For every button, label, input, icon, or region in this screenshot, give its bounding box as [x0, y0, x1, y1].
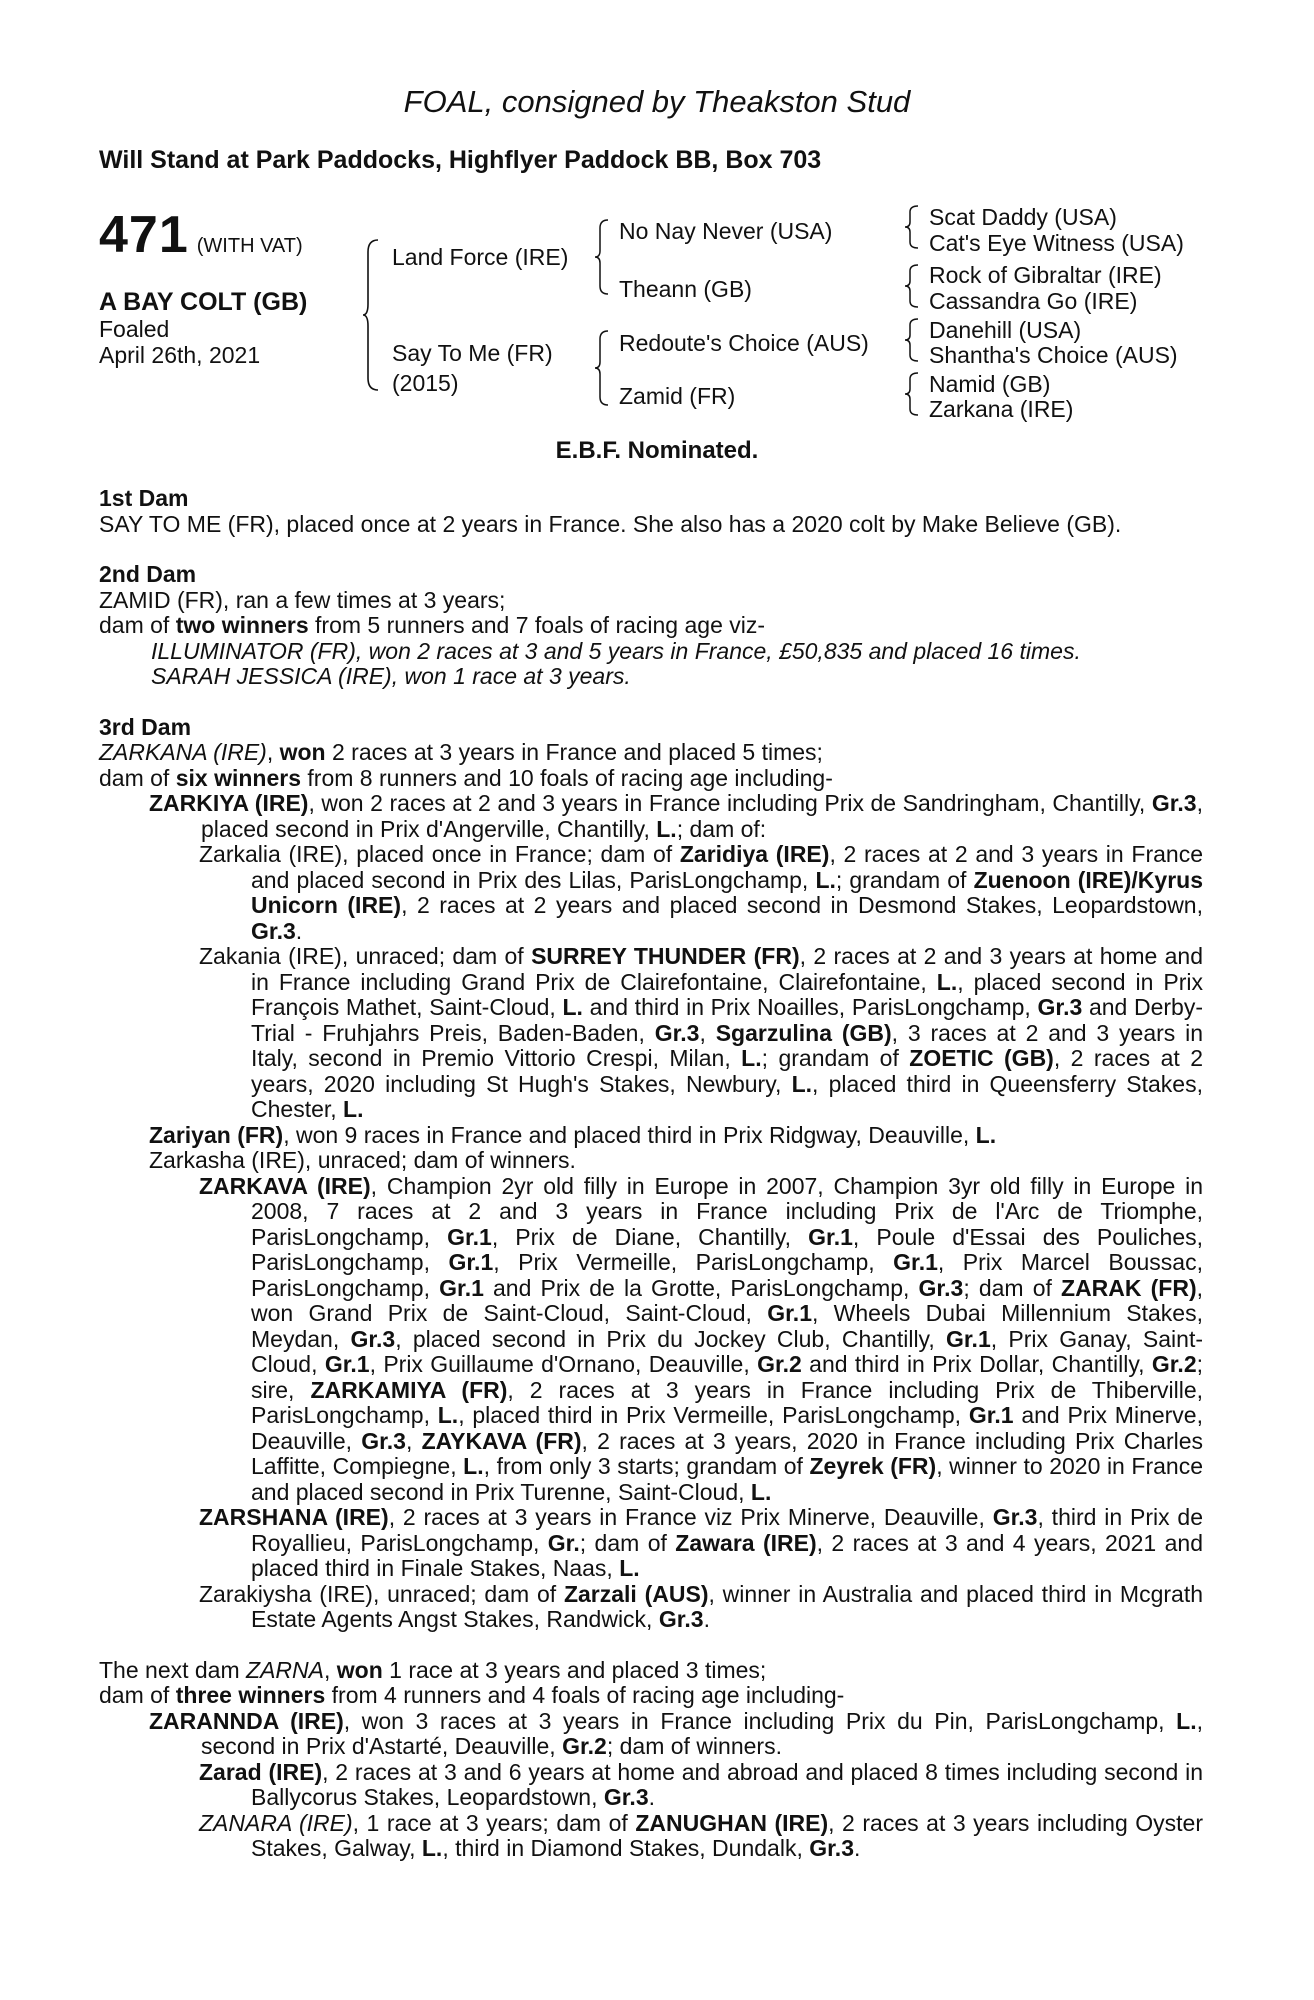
pedigree-brace-g3: [904, 317, 920, 363]
pedigree-gg-7: Namid (GB): [929, 371, 1051, 397]
pedigree-dam: Say To Me (FR): [392, 340, 553, 366]
consignor-line: FOAL, consigned by Theakston Stud: [403, 84, 911, 119]
next-dam-section: [99, 1658, 1203, 1862]
produce-zarakiysha: Zarakiysha (IRE), unraced; dam of Zarzali (AUS), winner in Australia and placed third in Mcgrath Estate Agents Angst Stakes, Randwick, Gr.3.: [199, 1580, 1203, 1632]
stand-location: Will Stand at Park Paddocks, Highflyer Paddock BB, Box 703: [99, 146, 822, 174]
second-dam-produce: dam of two winners from 5 runners and 7 foals of racing age viz-: [99, 612, 766, 638]
lot-heading: [99, 205, 303, 265]
pedigree-sire-dam: Theann (GB): [619, 276, 752, 302]
pedigree-gg-3: Rock of Gibraltar (IRE): [929, 262, 1162, 288]
pedigree-sire: Land Force (IRE): [392, 244, 569, 270]
produce-zarannda: ZARANNDA (IRE), won 3 races at 3 years in France including Prix du Pin, ParisLongchamp, L., second in Prix d'Astarté, Deauville, Gr.2; dam of winners.: [149, 1707, 1203, 1759]
second-dam-heading: 2nd Dam: [99, 561, 197, 587]
next-dam-produce: dam of three winners from 4 runners and 4 foals of racing age including-: [99, 1682, 845, 1708]
horse-description: A BAY COLT (GB): [99, 288, 308, 316]
produce-zanara: ZANARA (IRE), 1 race at 3 years; dam of ZANUGHAN (IRE), 2 races at 3 years including Oyster Stakes, Galway, L., third in Diamond Stakes, Dundalk, Gr.3.: [199, 1809, 1204, 1861]
pedigree-gg-5: Danehill (USA): [929, 317, 1082, 343]
pedigree-gg-8: Zarkana (IRE): [929, 396, 1074, 422]
first-dam-heading: 1st Dam: [99, 485, 189, 511]
foaled-label: Foaled: [99, 316, 170, 342]
pedigree-dam-dam: Zamid (FR): [619, 383, 736, 409]
pedigree-brace-sire: [594, 218, 610, 296]
pedigree-gg-1: Scat Daddy (USA): [929, 204, 1117, 230]
first-dam-section: [99, 486, 1203, 537]
second-dam-line: ZAMID (FR), ran a few times at 3 years;: [99, 586, 506, 613]
pedigree-brace-g4: [904, 371, 920, 417]
vat-note: (WITH VAT): [196, 235, 303, 257]
pedigree-dam-year: (2015): [392, 370, 459, 396]
pedigree-brace-main: [362, 238, 380, 392]
third-dam-heading: 3rd Dam: [99, 713, 192, 740]
foaled-date: April 26th, 2021: [99, 342, 261, 368]
pedigree-brace-dam: [594, 329, 610, 407]
produce-illuminator: ILLUMINATOR (FR), won 2 races at 3 and 5 years in France, £50,835 and placed 16 times.: [151, 637, 1081, 664]
pedigree-brace-g2: [904, 263, 920, 309]
first-dam-text: SAY TO ME (FR), placed once at 2 years in France. She also has a 2020 colt by Make Believe (GB).: [99, 510, 1122, 537]
produce-zariyan: Zariyan (FR), won 9 races in France and placed third in Prix Ridgway, Deauville, L.: [149, 1121, 997, 1148]
third-dam-produce: dam of six winners from 8 runners and 10 foals of racing age including-: [99, 764, 833, 791]
produce-sarah-jessica: SARAH JESSICA (IRE), won 1 race at 3 years.: [151, 663, 631, 689]
second-dam-section: [99, 562, 1203, 690]
produce-zarshana: ZARSHANA (IRE), 2 races at 3 years in France viz Prix Minerve, Deauville, Gr.3, third in Prix de Royallieu, ParisLongchamp, Gr.; dam of Zawara (IRE), 2 races at 3 and 4 years, 2021 and placed third in Finale Stakes, Naas, L.: [199, 1504, 1203, 1581]
produce-zarkava: ZARKAVA (IRE), Champion 2yr old filly in Europe in 2007, Champion 3yr old filly in Europe in 2008, 7 races at 2 and 3 years in France including Prix de l'Arc de Triomphe, ParisLongchamp, Gr.1, Prix de Diane, Chantilly, Gr.1, Poule d'Essai des Pouliches, ParisLongchamp, Gr.1, Prix Vermeille, ParisLongchamp, Gr.1, Prix Marcel Boussac, ParisLongchamp, Gr.1 and Prix de la Grotte, ParisLongchamp, Gr.3; dam of ZARAK (FR), won Grand Prix de Saint-Cloud, Saint-Cloud, Gr.1, Wheels Dubai Millennium Stakes, Meydan, Gr.3, placed second in Prix du Jockey Club, Chantilly, Gr.1, Prix Ganay, Saint-Cloud, Gr.1, Prix Guillaume d'Ornano, Deauville, Gr.2 and third in Prix Dollar, Chantilly, Gr.2; sire, ZARKAMIYA (FR), 2 races at 3 years in France including Prix de Thiberville, ParisLongchamp, L., placed third in Prix Vermeille, ParisLongchamp, Gr.1 and Prix Minerve, Deauville, Gr.3, ZAYKAVA (FR), 2 races at 3 years, 2020 in France including Prix Charles Laffitte, Compiegne, L., from only 3 starts; grandam of Zeyrek (FR), winner to 2020 in France and placed second in Prix Turenne, Saint-Cloud, L.: [199, 1172, 1204, 1505]
pedigree-gg-4: Cassandra Go (IRE): [929, 288, 1138, 314]
next-dam-line: The next dam ZARNA, won 1 race at 3 years and placed 3 times;: [99, 1656, 767, 1683]
pedigree-sire-sire: No Nay Never (USA): [619, 218, 833, 244]
produce-zarad: Zarad (IRE), 2 races at 3 and 6 years at home and abroad and placed 8 times including second in Ballycorus Stakes, Leopardstown, Gr.3.: [199, 1758, 1203, 1810]
produce-zarkasha: Zarkasha (IRE), unraced; dam of winners.: [149, 1147, 576, 1173]
produce-zarkiya: ZARKIYA (IRE), won 2 races at 2 and 3 years in France including Prix de Sandringham, Chantilly, Gr.3, placed second in Prix d'Angerville, Chantilly, L.; dam of:: [149, 790, 1203, 842]
produce-zarkalia: Zarkalia (IRE), placed once in France; dam of Zaridiya (IRE), 2 races at 2 and 3 years in France and placed second in Prix des Lilas, ParisLongchamp, L.; grandam of Zuenoon (IRE)/Kyrus Unicorn (IRE), 2 races at 2 years and placed second in Desmond Stakes, Leopardstown, Gr.3.: [199, 841, 1203, 944]
pedigree-gg-2: Cat's Eye Witness (USA): [929, 230, 1184, 256]
pedigree-gg-6: Shantha's Choice (AUS): [929, 342, 1178, 368]
pedigree-brace-g1: [904, 204, 920, 250]
third-dam-section: [99, 715, 1203, 1633]
lot-number: 471: [99, 206, 189, 264]
ebf-nomination: E.B.F. Nominated.: [555, 437, 759, 464]
catalogue-body: [99, 486, 1203, 1887]
third-dam-line: ZARKANA (IRE), won 2 races at 3 years in France and placed 5 times;: [99, 739, 823, 765]
produce-zakania: Zakania (IRE), unraced; dam of SURREY THUNDER (FR), 2 races at 2 and 3 years at home and in France including Grand Prix de Clairefontaine, Clairefontaine, L., placed second in Prix François Mathet, Saint-Cloud, L. and third in Prix Noailles, ParisLongchamp, Gr.3 and Derby-Trial - Fruhjahrs Preis, Baden-Baden, Gr.3, Sgarzulina (GB), 3 races at 2 and 3 years in Italy, second in Premio Vittorio Crespi, Milan, L.; grandam of ZOETIC (GB), 2 races at 2 years, 2020 including St Hugh's Stakes, Newbury, L., placed third in Queensferry Stakes, Chester, L.: [199, 943, 1204, 1122]
pedigree-dam-sire: Redoute's Choice (AUS): [619, 330, 869, 356]
